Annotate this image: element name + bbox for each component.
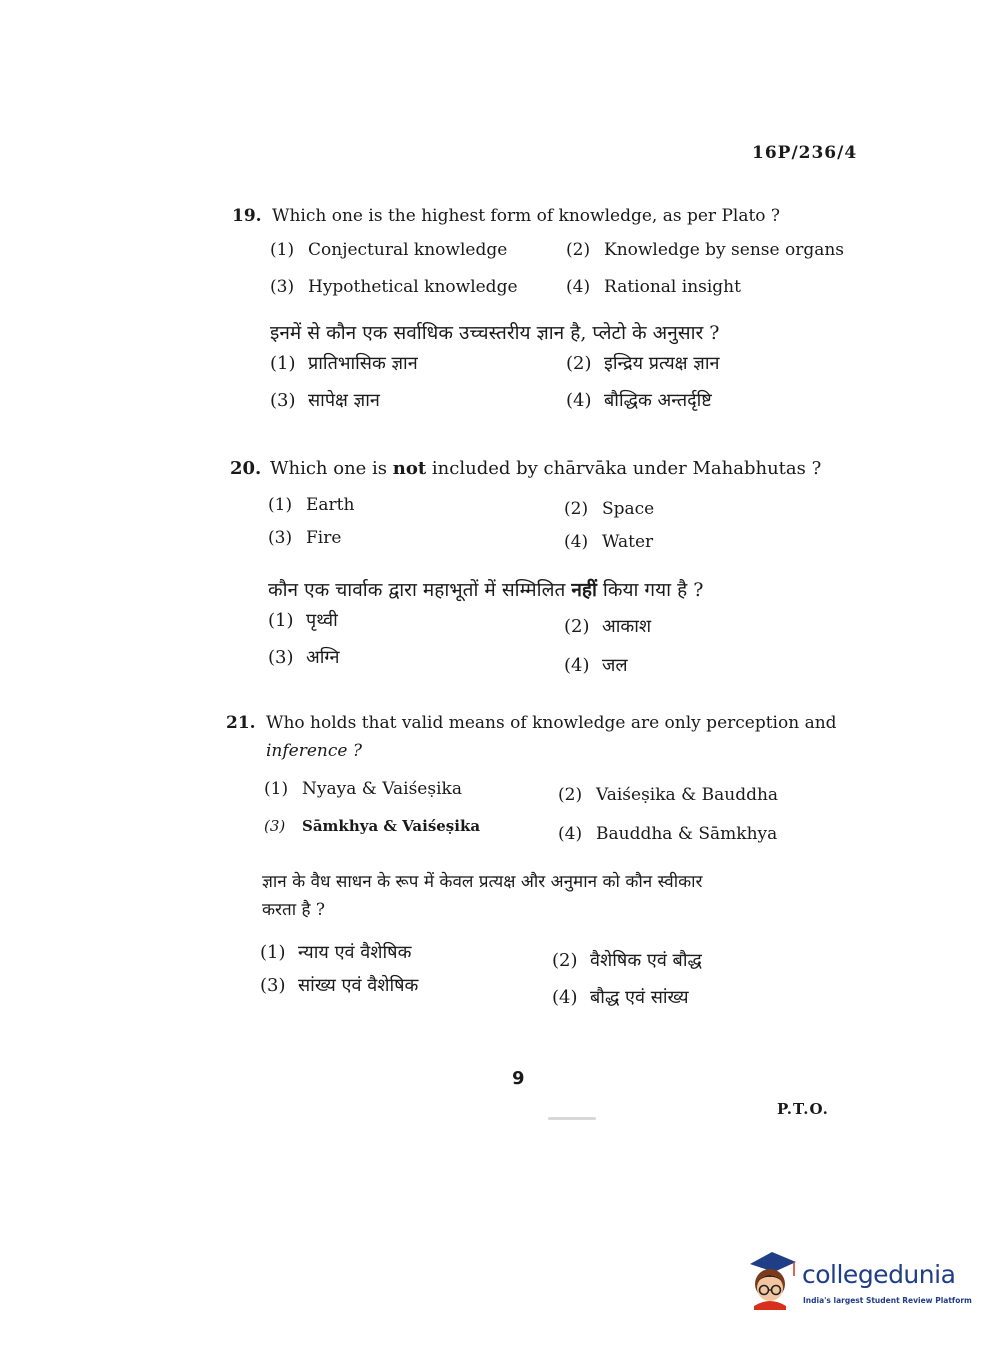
options-row-hi [226, 977, 851, 1014]
option-4-hi: (4) बौद्ध एवं सांख्य [552, 987, 689, 1008]
option-2: (2) Knowledge by sense organs [566, 240, 845, 260]
brand-tagline: India's largest Student Review Platform [803, 1296, 972, 1305]
question-number: 20. [230, 458, 262, 479]
watermark-logo [742, 1250, 972, 1320]
option-2-hi: (2) वैशेषिक एवं बौद्ध [552, 950, 702, 971]
options-row [230, 529, 860, 566]
question-text-en-cont: inference ? [266, 741, 362, 761]
question-text-en [232, 203, 862, 229]
emphasis-not: not [392, 458, 427, 479]
option-3: (3) Fire [268, 528, 342, 548]
mascot-icon [742, 1250, 798, 1310]
option-3-hi: (3) अग्नि [268, 647, 340, 668]
options-row [226, 776, 851, 813]
option-3: (3) Hypothetical knowledge [270, 277, 518, 297]
options-row-hi [230, 608, 860, 645]
options-row [232, 274, 862, 311]
options-row [226, 813, 851, 850]
scan-smudge [548, 1117, 596, 1120]
option-4: (4) Bauddha & Sāmkhya [558, 824, 778, 844]
question-text-hi: कौन एक चार्वाक द्वारा महाभूतों में सम्मिलित नहीं किया गया है ? [268, 579, 704, 601]
options-row-hi [230, 645, 860, 682]
options-row-hi [232, 388, 862, 425]
question-21 [226, 710, 851, 1014]
pto-label: P.T.O. [777, 1100, 829, 1118]
option-4: (4) Rational insight [566, 277, 741, 297]
option-1: (1) Conjectural knowledge [270, 240, 508, 260]
option-1-hi: (1) प्रातिभासिक ज्ञान [270, 353, 418, 374]
option-2: (2) Space [564, 499, 655, 519]
option-2: (2) Vaiśeṣika & Bauddha [558, 785, 779, 805]
emphasis-nahin: नहीं [571, 579, 597, 601]
options-row [232, 237, 862, 274]
options-row [230, 492, 860, 529]
option-1-hi: (1) न्याय एवं वैशेषिक [260, 942, 412, 963]
option-1: (1) Nyaya & Vaiśeṣika [264, 779, 462, 799]
option-4: (4) Water [564, 532, 654, 552]
question-text-hi: ज्ञान के वैध साधन के रूप में केवल प्रत्यक्ष और अनुमान को कौन स्वीकार [262, 872, 703, 892]
question-19 [232, 203, 862, 425]
question-text-hi-cont: करता है ? [262, 900, 326, 920]
question-text-en: 21. Who holds that valid means of knowledge are only perception and [226, 710, 851, 736]
option-3-hi: (3) सांख्य एवं वैशेषिक [260, 975, 419, 996]
options-row-hi [226, 940, 851, 977]
question-text-hi: इनमें से कौन एक सर्वाधिक उच्चस्तरीय ज्ञान है, प्लेटो के अनुसार ? [270, 322, 720, 344]
question-number: 21. [226, 713, 256, 733]
option-2-hi: (2) इन्द्रिय प्रत्यक्ष ज्ञान [566, 353, 720, 374]
option-1: (1) Earth [268, 495, 355, 515]
brand-name: collegedunia [802, 1260, 956, 1289]
paper-code: 16P/236/4 [752, 143, 858, 163]
option-3-hi: (3) सापेक्ष ज्ञान [270, 390, 380, 411]
option-3: (3) Sāmkhya & Vaiśeṣika [264, 817, 481, 835]
option-4-hi: (4) बौद्धिक अन्तर्दृष्टि [566, 390, 712, 411]
question-text-en: 20. Which one is not included by chārvāka under Mahabhutas ? [230, 456, 860, 482]
option-2-hi: (2) आकाश [564, 616, 652, 637]
page-number: 9 [512, 1068, 525, 1089]
question-number: 19. [232, 206, 262, 226]
options-row-hi [232, 351, 862, 388]
question-stem: Which one is the highest form of knowledge, as per Plato ? [272, 206, 781, 226]
question-20 [230, 456, 860, 682]
option-1-hi: (1) पृथ्वी [268, 610, 338, 631]
option-4-hi: (4) जल [564, 655, 628, 676]
